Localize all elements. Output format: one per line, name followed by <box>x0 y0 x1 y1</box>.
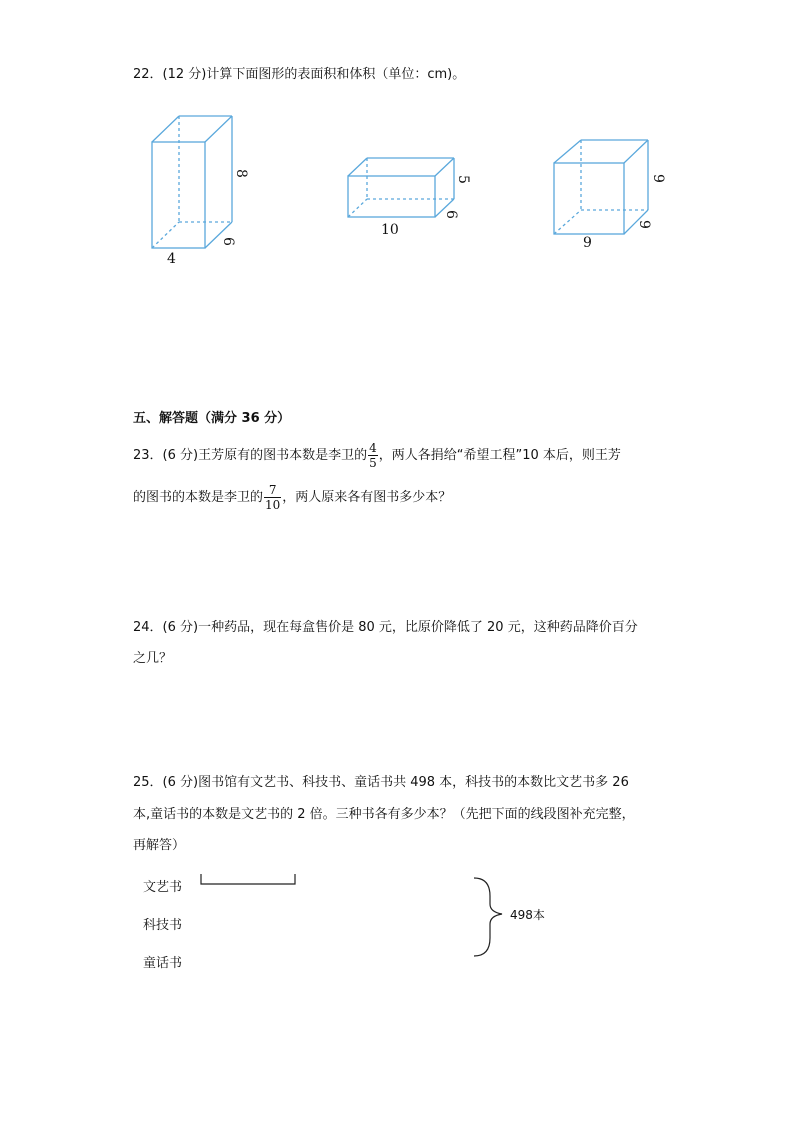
q24-line1: 24．(6 分)一种药品，现在每盒售价是 80 元，比原价降低了 20 元，这种药品降价百分 <box>133 620 638 635</box>
cuboid-2 <box>348 158 454 217</box>
segment-label-fairytale: 童话书 <box>143 956 183 971</box>
box2-depth-label: 6 <box>443 210 459 219</box>
q23-part3: 的图书的本数是李卫的 <box>133 490 264 505</box>
cuboid-3 <box>554 140 648 234</box>
total-label: 498本 <box>510 908 545 922</box>
segment-diagram <box>0 860 794 980</box>
segment-label-literature: 文艺书 <box>143 880 183 895</box>
section-title: 五、解答题（满分 36 分） <box>133 411 291 426</box>
q23-line2 <box>133 478 451 518</box>
q25-line1: 25．(6 分)图书馆有文艺书、科技书、童话书共 498 本，科技书的本数比文艺书多 26 <box>133 775 629 790</box>
box1-width-label: 4 <box>167 251 176 267</box>
q23-line1 <box>133 436 621 476</box>
total-brace <box>474 878 502 956</box>
q25-line3: 再解答） <box>133 838 186 853</box>
q23-part2: ，两人各捐给“希望工程”10 本后，则王芳 <box>378 448 621 463</box>
q23-part1: 23．(6 分)王芳原有的图书本数是李卫的 <box>133 448 368 463</box>
box2-height-label: 5 <box>455 175 471 184</box>
literature-segment <box>201 874 295 884</box>
q22-figures <box>0 100 794 400</box>
q23-part4: ，两人原来各有图书多少本？ <box>282 490 452 505</box>
q24-line2: 之几？ <box>133 651 173 666</box>
box1-height-label: 8 <box>233 169 249 178</box>
box2-width-label: 10 <box>381 222 399 238</box>
q25-line2: 本,童话书的本数是文艺书的 2 倍。三种书各有多少本？（先把下面的线段图补充完整， <box>133 807 635 822</box>
box3-depth-label: 9 <box>636 220 652 229</box>
box1-depth-label: 6 <box>220 237 236 246</box>
q23-fraction-1: $\frac{4}{5}$ <box>369 441 377 470</box>
q23-fraction-2: $\frac{7}{10}$ <box>265 483 281 512</box>
box3-height-label: 9 <box>650 174 666 183</box>
cuboid-1 <box>152 116 232 248</box>
q22-text: 22．(12 分)计算下面图形的表面积和体积（单位：cm)。 <box>133 67 466 82</box>
segment-label-science: 科技书 <box>143 918 183 933</box>
box3-width-label: 9 <box>583 235 592 251</box>
